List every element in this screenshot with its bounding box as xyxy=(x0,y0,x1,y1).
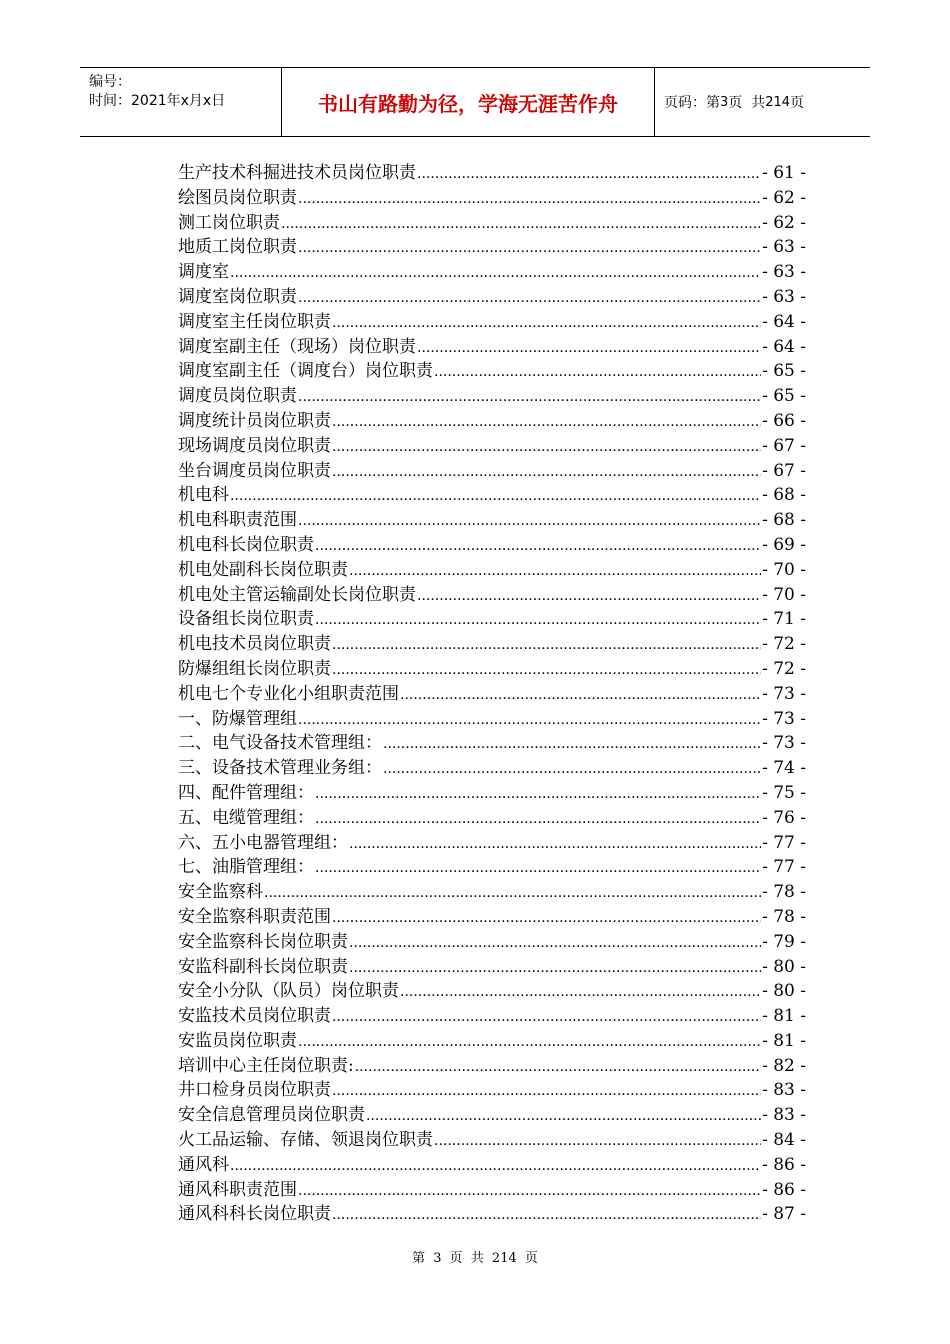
toc-entry[interactable] xyxy=(178,158,806,183)
toc-entry-page: - 68 - xyxy=(762,510,806,531)
toc-leader-dots xyxy=(332,312,761,332)
toc-leader-dots xyxy=(417,585,761,605)
toc-entry-page: - 80 - xyxy=(762,956,806,977)
toc-leader-dots xyxy=(417,163,761,183)
toc-entry-title: 通风科 xyxy=(178,1154,229,1175)
toc-entry-title: 地质工岗位职责 xyxy=(178,237,297,258)
toc-entry-page: - 68 - xyxy=(762,485,806,506)
toc-entry[interactable] xyxy=(178,654,806,679)
toc-entry-title: 调度员岗位职责 xyxy=(178,386,297,407)
toc-entry-page: - 71 - xyxy=(762,609,806,630)
toc-entry[interactable] xyxy=(178,1125,806,1150)
toc-entry-page: - 66 - xyxy=(762,410,806,431)
page-current: 3 xyxy=(720,94,729,110)
toc-leader-dots xyxy=(383,758,761,778)
toc-entry-page: - 87 - xyxy=(762,1204,806,1225)
toc-leader-dots xyxy=(298,709,761,729)
toc-entry[interactable] xyxy=(178,555,806,580)
toc-entry-title: 安全监察科职责范围 xyxy=(178,906,331,927)
toc-leader-dots xyxy=(315,857,761,877)
toc-entry-page: - 70 - xyxy=(762,584,806,605)
toc-entry-title: 机电科职责范围 xyxy=(178,510,297,531)
toc-leader-dots xyxy=(230,485,761,505)
number-label: 编号： xyxy=(89,74,131,90)
header-page-info xyxy=(655,68,870,136)
toc-leader-dots xyxy=(400,684,761,704)
toc-entry-page: - 73 - xyxy=(762,733,806,754)
toc-leader-dots xyxy=(349,833,761,853)
toc-entry-page: - 63 - xyxy=(762,286,806,307)
toc-entry-title: 机电科长岗位职责 xyxy=(178,534,314,555)
toc-leader-dots xyxy=(264,882,761,902)
toc-leader-dots xyxy=(417,337,761,357)
toc-entry-title: 调度室岗位职责 xyxy=(178,286,297,307)
toc-entry-title: 调度室副主任（调度台）岗位职责 xyxy=(178,361,433,382)
toc-entry-page: - 72 - xyxy=(762,634,806,655)
toc-entry-title: 防爆组组长岗位职责 xyxy=(178,658,331,679)
toc-leader-dots xyxy=(315,808,761,828)
toc-entry[interactable] xyxy=(178,803,806,828)
toc-entry[interactable] xyxy=(178,902,806,927)
toc-entry-page: - 82 - xyxy=(762,1055,806,1076)
toc-leader-dots xyxy=(349,932,761,952)
toc-leader-dots xyxy=(315,783,761,803)
page-header xyxy=(80,67,870,137)
toc-entry-title: 六、五小电器管理组： xyxy=(178,832,348,853)
toc-entry[interactable] xyxy=(178,257,806,282)
time-label: 时间：2021年x月x日 xyxy=(89,93,226,109)
toc-entry[interactable] xyxy=(178,1075,806,1100)
toc-entry[interactable] xyxy=(178,183,806,208)
toc-leader-dots xyxy=(434,1130,761,1150)
toc-entry-page: - 62 - xyxy=(762,212,806,233)
toc-entry[interactable] xyxy=(178,1100,806,1125)
toc-entry-title: 设备组长岗位职责 xyxy=(178,609,314,630)
toc-entry-title: 七、油脂管理组： xyxy=(178,857,314,878)
toc-entry[interactable] xyxy=(178,307,806,332)
toc-entry-page: - 77 - xyxy=(762,857,806,878)
toc-entry-title: 安全监察科长岗位职责 xyxy=(178,931,348,952)
toc-leader-dots xyxy=(298,386,761,406)
toc-entry[interactable] xyxy=(178,976,806,1001)
toc-entry[interactable] xyxy=(178,480,806,505)
page-prefix: 页码：第 xyxy=(664,95,720,111)
toc-leader-dots xyxy=(298,1180,761,1200)
toc-leader-dots xyxy=(281,213,761,233)
toc-entry-title: 调度统计员岗位职责 xyxy=(178,410,331,431)
toc-entry-page: - 73 - xyxy=(762,683,806,704)
toc-entry[interactable] xyxy=(178,1199,806,1224)
toc-entry-title: 机电科 xyxy=(178,485,229,506)
toc-leader-dots xyxy=(332,1204,761,1224)
table-of-contents xyxy=(178,158,806,1224)
toc-entry[interactable] xyxy=(178,1175,806,1200)
toc-entry-page: - 80 - xyxy=(762,981,806,1002)
toc-entry-title: 测工岗位职责 xyxy=(178,212,280,233)
toc-entry[interactable] xyxy=(178,778,806,803)
header-meta xyxy=(80,68,281,136)
toc-entry[interactable] xyxy=(178,580,806,605)
toc-entry-page: - 83 - xyxy=(762,1105,806,1126)
toc-entry[interactable] xyxy=(178,232,806,257)
toc-entry[interactable] xyxy=(178,604,806,629)
toc-leader-dots xyxy=(434,361,761,381)
toc-entry-page: - 63 - xyxy=(762,262,806,283)
toc-entry[interactable] xyxy=(178,927,806,952)
toc-entry[interactable] xyxy=(178,629,806,654)
toc-entry-title: 机电处主管运输副处长岗位职责 xyxy=(178,584,416,605)
toc-entry-title: 二、电气设备技术管理组： xyxy=(178,733,382,754)
toc-entry[interactable] xyxy=(178,952,806,977)
toc-entry-page: - 67 - xyxy=(762,460,806,481)
toc-entry[interactable] xyxy=(178,431,806,456)
toc-leader-dots xyxy=(332,461,761,481)
toc-entry-title: 安监员岗位职责 xyxy=(178,1030,297,1051)
toc-leader-dots xyxy=(349,957,761,977)
toc-leader-dots xyxy=(230,1155,761,1175)
toc-entry-title: 机电技术员岗位职责 xyxy=(178,634,331,655)
toc-entry[interactable] xyxy=(178,356,806,381)
toc-entry-title: 机电处副科长岗位职责 xyxy=(178,559,348,580)
toc-entry[interactable] xyxy=(178,852,806,877)
toc-leader-dots xyxy=(366,1105,761,1125)
toc-entry-title: 生产技术科掘进技术员岗位职责 xyxy=(178,163,416,183)
toc-entry[interactable] xyxy=(178,828,806,853)
toc-entry-page: - 64 - xyxy=(762,311,806,332)
toc-entry-page: - 77 - xyxy=(762,832,806,853)
toc-entry-page: - 74 - xyxy=(762,758,806,779)
toc-entry[interactable] xyxy=(178,704,806,729)
toc-entry[interactable] xyxy=(178,505,806,530)
page-total: 214 xyxy=(765,94,791,110)
toc-entry-page: - 81 - xyxy=(762,1030,806,1051)
toc-entry[interactable] xyxy=(178,1150,806,1175)
toc-entry-title: 安全监察科 xyxy=(178,882,263,903)
toc-entry-page: - 72 - xyxy=(762,658,806,679)
toc-leader-dots xyxy=(349,560,761,580)
toc-entry[interactable] xyxy=(178,877,806,902)
toc-entry-title: 安全小分队（队员）岗位职责 xyxy=(178,981,399,1002)
toc-entry[interactable] xyxy=(178,728,806,753)
toc-entry-title: 现场调度员岗位职责 xyxy=(178,435,331,456)
toc-entry-title: 安监科副科长岗位职责 xyxy=(178,956,348,977)
toc-entry-title: 一、防爆管理组 xyxy=(178,708,297,729)
page-suffix: 页 xyxy=(790,95,805,111)
toc-leader-dots xyxy=(315,535,761,555)
toc-entry[interactable] xyxy=(178,530,806,555)
toc-entry-title: 安全信息管理员岗位职责 xyxy=(178,1105,365,1126)
page-mid: 页 共 xyxy=(728,95,766,111)
toc-entry-title: 井口检身员岗位职责 xyxy=(178,1080,331,1101)
toc-entry-page: - 64 - xyxy=(762,336,806,357)
toc-leader-dots xyxy=(332,907,761,927)
toc-entry-title: 通风科科长岗位职责 xyxy=(178,1204,331,1225)
toc-entry[interactable] xyxy=(178,381,806,406)
toc-entry-page: - 70 - xyxy=(762,559,806,580)
toc-entry-page: - 79 - xyxy=(762,931,806,952)
toc-entry-title: 火工品运输、存储、领退岗位职责 xyxy=(178,1130,433,1151)
toc-entry[interactable] xyxy=(178,1051,806,1076)
toc-entry[interactable] xyxy=(178,1001,806,1026)
toc-entry-title: 安监技术员岗位职责 xyxy=(178,1006,331,1027)
toc-leader-dots xyxy=(400,981,761,1001)
toc-entry-page: - 75 - xyxy=(762,782,806,803)
header-motto: 书山有路勤为径，学海无涯苦作舟 xyxy=(281,68,655,136)
toc-leader-dots xyxy=(298,237,761,257)
toc-leader-dots xyxy=(332,1080,761,1100)
toc-entry-title: 调度室副主任（现场）岗位职责 xyxy=(178,336,416,357)
toc-entry-page: - 84 - xyxy=(762,1130,806,1151)
toc-entry-page: - 61 - xyxy=(762,163,806,183)
toc-entry-page: - 78 - xyxy=(762,882,806,903)
toc-leader-dots xyxy=(298,510,761,530)
toc-entry-page: - 62 - xyxy=(762,187,806,208)
toc-entry[interactable] xyxy=(178,1026,806,1051)
toc-entry-title: 机电七个专业化小组职责范围 xyxy=(178,683,399,704)
toc-entry-page: - 65 - xyxy=(762,386,806,407)
toc-entry-title: 四、配件管理组： xyxy=(178,782,314,803)
toc-leader-dots xyxy=(332,659,761,679)
toc-entry-title: 调度室主任岗位职责 xyxy=(178,311,331,332)
toc-entry-title: 坐台调度员岗位职责 xyxy=(178,460,331,481)
toc-entry-page: - 63 - xyxy=(762,237,806,258)
toc-entry[interactable] xyxy=(178,208,806,233)
toc-entry-page: - 86 - xyxy=(762,1154,806,1175)
toc-entry-page: - 78 - xyxy=(762,906,806,927)
toc-entry[interactable] xyxy=(178,679,806,704)
toc-leader-dots xyxy=(332,411,761,431)
toc-entry-title: 绘图员岗位职责 xyxy=(178,187,297,208)
toc-entry-page: - 67 - xyxy=(762,435,806,456)
toc-leader-dots xyxy=(315,609,761,629)
toc-entry-title: 五、电缆管理组： xyxy=(178,807,314,828)
toc-entry-title: 调度室 xyxy=(178,262,229,283)
toc-entry[interactable] xyxy=(178,753,806,778)
toc-entry[interactable] xyxy=(178,406,806,431)
toc-leader-dots xyxy=(298,188,761,208)
toc-entry-title: 三、设备技术管理业务组： xyxy=(178,758,382,779)
toc-entry-page: - 73 - xyxy=(762,708,806,729)
toc-entry-page: - 65 - xyxy=(762,361,806,382)
toc-entry-title: 培训中心主任岗位职责: xyxy=(178,1055,354,1076)
toc-entry-page: - 83 - xyxy=(762,1080,806,1101)
toc-leader-dots xyxy=(298,287,761,307)
toc-entry[interactable] xyxy=(178,456,806,481)
toc-leader-dots xyxy=(230,262,761,282)
toc-entry-title: 通风科职责范围 xyxy=(178,1179,297,1200)
toc-entry[interactable] xyxy=(178,282,806,307)
toc-leader-dots xyxy=(332,1006,761,1026)
toc-entry-page: - 69 - xyxy=(762,534,806,555)
page-footer: 第 3 页 共 214 页 xyxy=(412,1251,538,1266)
toc-entry-page: - 86 - xyxy=(762,1179,806,1200)
toc-leader-dots xyxy=(332,634,761,654)
toc-entry-page: - 76 - xyxy=(762,807,806,828)
toc-leader-dots xyxy=(332,436,761,456)
toc-entry-page: - 81 - xyxy=(762,1006,806,1027)
toc-leader-dots xyxy=(383,733,761,753)
toc-entry[interactable] xyxy=(178,332,806,357)
toc-leader-dots xyxy=(355,1056,761,1076)
toc-leader-dots xyxy=(298,1031,761,1051)
